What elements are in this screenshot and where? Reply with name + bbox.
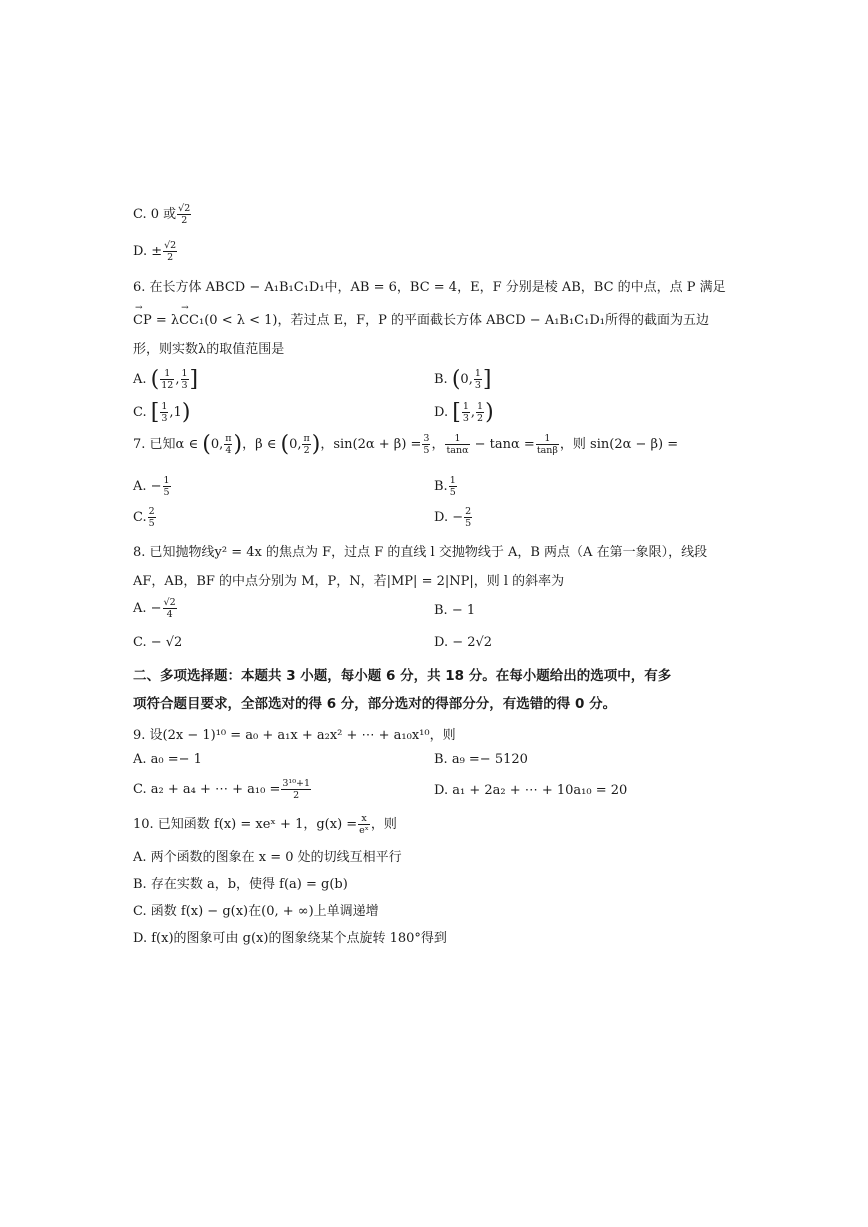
q10-option-d: D. f(x)的图象可由 g(x)的图象绕某个点旋转 180°得到 <box>133 931 447 946</box>
q6-option-d: D. [ $\frac{1}{3}$ , $\frac{1}{2}$ ) <box>434 400 494 425</box>
q9-option-a: A. a₀ =− 1 <box>133 752 202 767</box>
q8-option-a: A. − $\frac{√2}{4}$ <box>133 597 176 620</box>
q5-option-d-fraction: $\frac{√2}{2}$ <box>164 240 177 263</box>
q9-option-b: B. a₉ =− 5120 <box>434 752 528 767</box>
q5-option-c <box>133 203 192 226</box>
q6-stem-line3: 形，则实数λ的取值范围是 <box>133 342 285 357</box>
q7-option-c: C. $\frac{2}{5}$ <box>133 506 155 529</box>
q6-vector-cc1: → CC₁ <box>179 313 204 328</box>
q10-option-b: B. 存在实数 a，b，使得 f(a) = g(b) <box>133 877 348 892</box>
q7-option-a: A. − $\frac{1}{5}$ <box>133 475 170 498</box>
q5-option-d <box>133 240 178 263</box>
q5-option-c-fraction: $\frac{√2}{2}$ <box>178 203 191 226</box>
q8-option-b: B. − 1 <box>434 603 476 618</box>
q8-stem-line2: AF，AB，BF 的中点分别为 M，P，N，若|MP| = 2|NP|，则 l 的斜率为 <box>133 574 565 589</box>
q6-option-b: B. (0, $\frac{1}{3}$ ] <box>434 367 492 392</box>
q8-option-c: C. − √2 <box>133 635 183 650</box>
q6-vector-cp: → CP <box>133 313 152 328</box>
q9-option-d: D. a₁ + 2a₂ + ⋯ + 10a₁₀ = 20 <box>434 783 628 798</box>
q6-stem-line2: → CP = λ→ CC₁(0 < λ < 1)，若过点 E，F，P 的平面截长方体 ABCD − A₁B₁C₁D₁所得的截面为五边 <box>133 309 709 328</box>
q9-option-c: C. a₂ + a₄ + ⋯ + a₁₀ = $\frac{\text{3¹⁰+1}}{2}$ <box>133 778 311 801</box>
q6-stem-line1: 6. 在长方体 ABCD − A₁B₁C₁D₁中，AB = 6，BC = 4，E，F 分别是棱 AB，BC 的中点，点 P 满足 <box>133 280 726 295</box>
q5-option-c-label: C. 0 或 <box>133 207 177 222</box>
q10-option-a: A. 两个函数的图象在 x = 0 处的切线互相平行 <box>133 850 402 865</box>
q5-option-d-label: D. ± <box>133 244 163 259</box>
q10-option-c: C. 函数 f(x) − g(x)在(0, + ∞)上单调递增 <box>133 904 379 919</box>
section-2-heading-line2: 项符合题目要求，全部选对的得 6 分，部分选对的得部分分，有选错的得 0 分。 <box>133 696 617 712</box>
q6-option-c: C. [ $\frac{1}{3}$ ,1) <box>133 400 191 425</box>
section-2-heading-line1: 二、多项选择题：本题共 3 小题，每小题 6 分，共 18 分。在每小题给出的选项中，有多 <box>133 668 672 684</box>
q9-stem: 9. 设(2x − 1)¹⁰ = a₀ + a₁x + a₂x² + ⋯ + a₁₀x¹⁰，则 <box>133 728 456 743</box>
q8-option-d: D. − 2√2 <box>434 635 493 650</box>
q6-option-a: A. ( $\frac{1}{12}$ , $\frac{1}{3}$ ] <box>133 367 199 392</box>
q8-stem-line1: 8. 已知抛物线y² = 4x 的焦点为 F，过点 F 的直线 l 交抛物线于 A，B 两点（A 在第一象限），线段 <box>133 545 708 560</box>
q10-stem: 10. 已知函数 f(x) = xeˣ + 1，g(x) = $\frac{x}{\text{eˣ}}$ ，则 <box>133 813 397 836</box>
q7-option-b: B. $\frac{1}{5}$ <box>434 475 456 498</box>
q7-option-d: D. − $\frac{2}{5}$ <box>434 506 472 529</box>
q7-stem: 7. 已知α ∈ (0, $\frac{\pi}{4}$ )，β ∈ (0, $\frac{\pi}{2}$ )，sin(2α + β) = $\frac{3}{5}$ ， $\frac{1}{\tan\alpha}$ − tanα = $\frac{1}{\tan\beta}$ ，则 sin(2α − β) = <box>133 432 679 457</box>
